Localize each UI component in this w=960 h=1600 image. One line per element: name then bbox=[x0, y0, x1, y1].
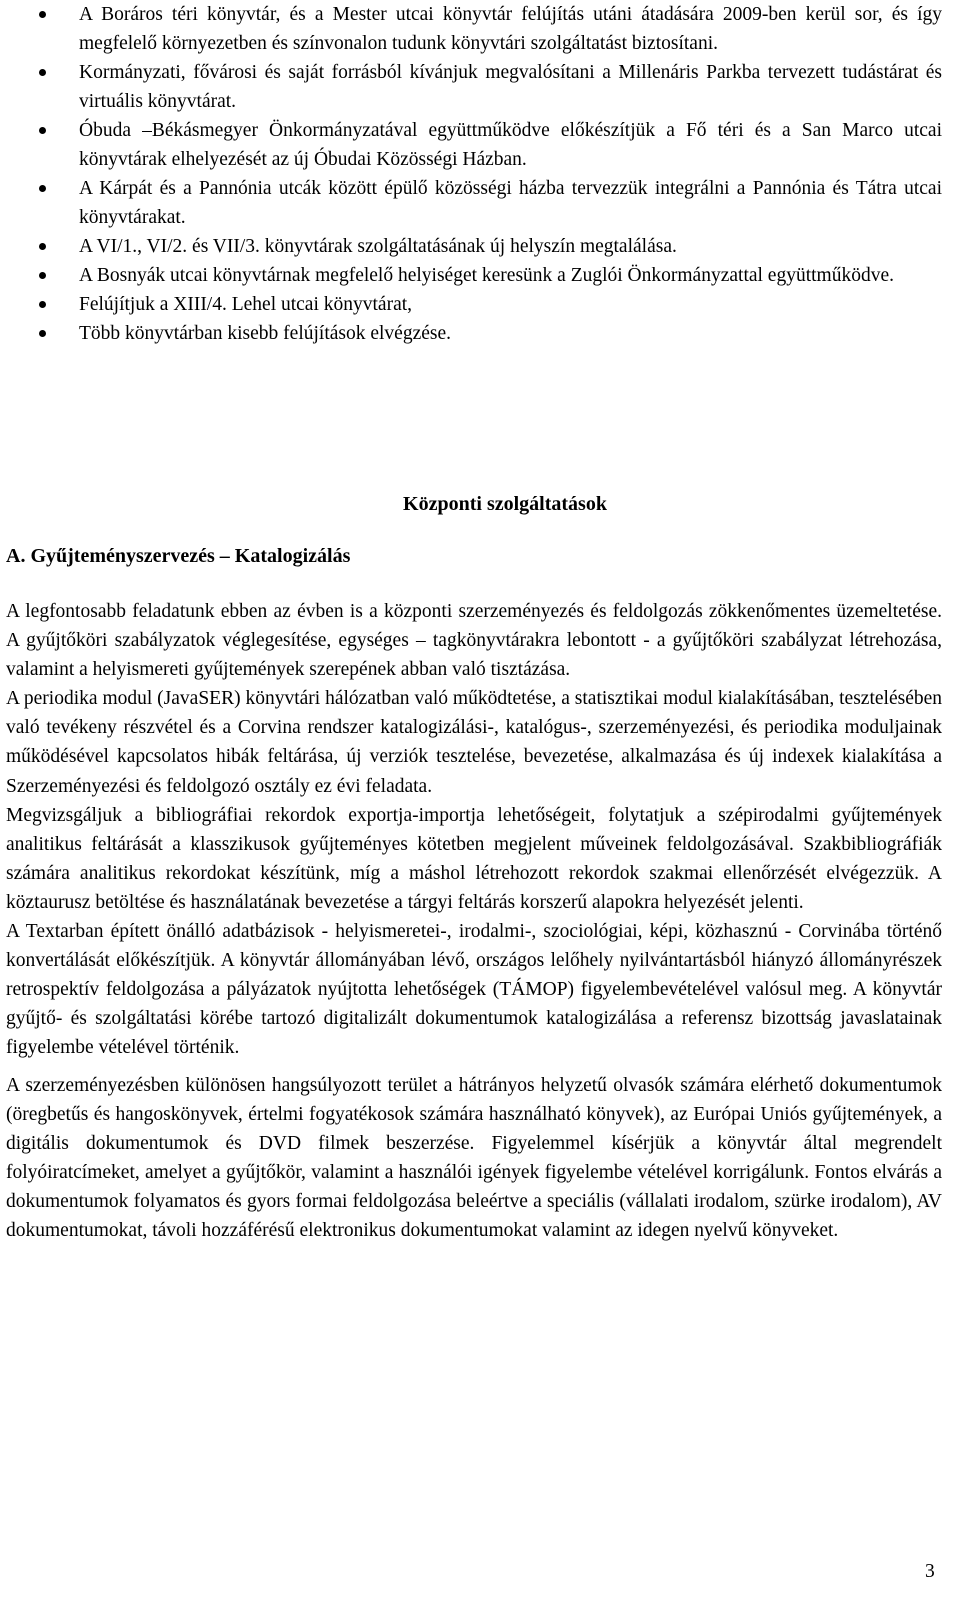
section-heading: Központi szolgáltatások bbox=[403, 493, 607, 515]
bullet-icon bbox=[39, 272, 46, 279]
body-text bbox=[6, 597, 942, 1245]
bullet-text: Felújítjuk a XIII/4. Lehel utcai könyvtárat, bbox=[79, 294, 413, 315]
bullet-item bbox=[0, 116, 960, 174]
bullet-icon bbox=[39, 243, 46, 250]
bullet-text: Óbuda –Békásmegyer Önkormányzatával együttműködve előkészítjük a Fő téri és a San Marco utcai könyvtárak elhelyezését az új Óbudai Közösségi Házban. bbox=[79, 120, 942, 170]
bullet-item bbox=[0, 174, 960, 232]
bullet-icon bbox=[39, 127, 46, 134]
bullet-item bbox=[0, 261, 960, 290]
bullet-icon bbox=[39, 185, 46, 192]
paragraph: Megvizsgáljuk a bibliográfiai rekordok exportja-importja lehetőségeit, folytatjuk a szépirodalmi gyűjtemények analitikus feltárását a klasszikusok gyűjteményes kötetben megjelent műveinek feldolgozásával. Szakbibliográfiák számára analitikus rekordokat készítünk, míg a máshol létrehozott rekordok szakmai ellenőrzését elvégezzük. A köztaurusz betöltése és használatának bevezetése a tárgyi feltárás korszerű alapokra helyezését jelenti. bbox=[6, 804, 942, 913]
bullet-text: A Boráros téri könyvtár, és a Mester utcai könyvtár felújítás utáni átadására 2009-ben kerül sor, és így megfelelő környezetben és színvonalon tudunk könyvtári szolgáltatást biztosítani. bbox=[79, 4, 942, 54]
paragraph: A periodika modul (JavaSER) könyvtári hálózatban való működtetése, a statisztikai modul kialakításában, tesztelésében való tevékeny részvétel és a Corvina rendszer katalogizálási-, katalógus-, szerzeményezési, és periodika moduljainak működésével kapcsolatos hibák feltárása, új verziók tesztelése, bevezetése, alkalmazása és új indexek kialakítása a Szerzeményezési és feldolgozó osztály ez évi feladata. bbox=[6, 688, 942, 797]
paragraph: A szerzeményezésben különösen hangsúlyozott terület a hátrányos helyzetű olvasók számára elérhető dokumentumok (öregbetűs és hangoskönyvek, értelmi fogyatékosok számára használható könyvek), az Európai Uniós gyűjtemények, a digitális dokumentumok és DVD filmek beszerzése. Figyelemmel kísérjük a könyvtár által megrendelt folyóiratcímeket, amelyet a gyűjtőkör, valamint a használói igények figyelembe vételével korrigálunk. Fontos elvárás a dokumentumok folyamatos és gyors formai feldolgozása beleértve a speciális (vállalati irodalom, szürke irodalom), AV dokumentumokat, távoli hozzáférésű elektronikus dokumentumokat valamint az idegen nyelvű könyveket. bbox=[6, 1074, 942, 1241]
bullet-text: A VI/1., VI/2. és VII/3. könyvtárak szolgáltatásának új helyszín megtalálása. bbox=[79, 236, 677, 257]
bullet-item bbox=[0, 0, 960, 58]
bullet-item bbox=[0, 319, 960, 348]
bullet-text: Több könyvtárban kisebb felújítások elvégzése. bbox=[79, 323, 452, 344]
bullet-icon bbox=[39, 69, 46, 76]
bullet-icon bbox=[39, 301, 46, 308]
bullet-icon bbox=[39, 11, 46, 18]
paragraph: A Textarban épített önálló adatbázisok - helyismeretei-, irodalmi-, szociológiai, képi, közhasznú - Corvinába történő konvertálását előkészítjük. A könyvtár állományában lévő, országos lelőhely nyilvántartásból hiányzó állományrészek retrospektív feldolgozása a pályázatok nyújtotta lehetőségek (TÁMOP) figyelembevételével valósul meg. A könyvtár gyűjtő- és szolgáltatási körébe tartozó digitalizált dokumentumok katalogizálása a referensz bizottság javaslatainak figyelembe vételével történik. bbox=[6, 921, 942, 1059]
paragraph: A legfontosabb feladatunk ebben az évben is a központi szerzeményezés és feldolgozás zökkenőmentes üzemeltetése. A gyűjtőköri szabályzatok véglegesítése, egységes – tagkönyvtárakra lebontott - a gyűjtőköri szabályzat létrehozása, valamint a helyismereti gyűjtemények szerepének abban való tisztázása. bbox=[6, 601, 942, 681]
subsection-heading: A. Gyűjteményszervezés – Katalogizálás bbox=[6, 545, 351, 567]
bullet-icon bbox=[39, 330, 46, 337]
bullet-item bbox=[0, 290, 960, 319]
page-number: 3 bbox=[925, 1561, 935, 1582]
bullet-text: A Kárpát és a Pannónia utcák között épülő közösségi házba tervezzük integrálni a Pannónia és Tátra utcai könyvtárakat. bbox=[79, 178, 942, 228]
bullet-list bbox=[0, 0, 960, 348]
bullet-text: A Bosnyák utcai könyvtárnak megfelelő helyiséget keresünk a Zuglói Önkormányzattal együttműködve. bbox=[79, 265, 894, 286]
bullet-text: Kormányzati, fővárosi és saját forrásból kívánjuk megvalósítani a Millenáris Parkba tervezett tudástárat és virtuális könyvtárat. bbox=[79, 62, 942, 112]
bullet-item bbox=[0, 232, 960, 261]
bullet-item bbox=[0, 58, 960, 116]
